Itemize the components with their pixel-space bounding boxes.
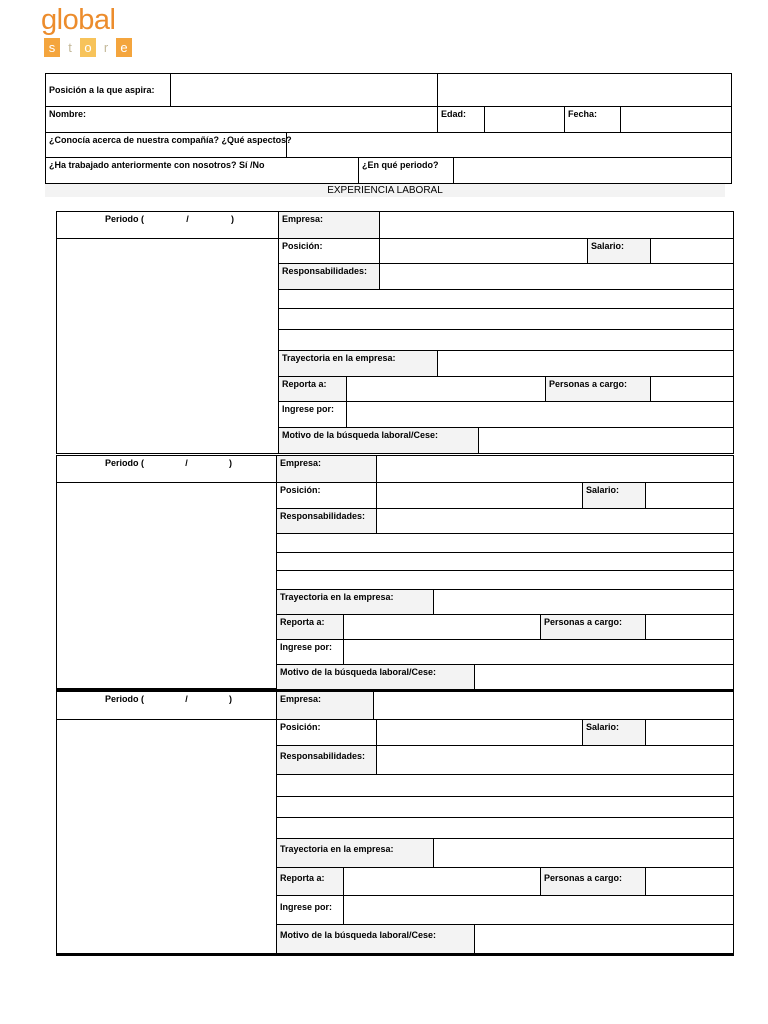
responsabilidades-input[interactable] [379,263,734,290]
logo-tiles [44,38,132,57]
reporta-label: Reporta a: [276,614,344,640]
period-question-input[interactable] [453,157,732,184]
posicion-input[interactable] [376,482,583,509]
period-question-label: ¿En qué periodo? [358,157,454,184]
personas-label: Personas a cargo: [545,376,651,402]
name-label: Nombre: [45,106,438,133]
motivo-input[interactable] [478,427,734,454]
age-label: Edad: [437,106,485,133]
responsabilidades-label: Responsabilidades: [278,263,380,290]
personas-input[interactable] [645,614,734,640]
logo-tile: o [80,38,96,57]
personas-input[interactable] [650,376,734,402]
periodo-cell[interactable] [56,211,279,239]
reporta-input[interactable] [346,376,546,402]
form-bottom-rule [56,953,734,956]
empresa-input[interactable] [379,211,734,239]
motivo-label: Motivo de la búsqueda laboral/Cese: [278,427,479,454]
personas-input[interactable] [645,867,734,896]
salario-label: Salario: [587,238,651,264]
responsabilidades-line[interactable] [276,552,734,571]
position-input[interactable] [170,73,438,107]
ingrese-label: Ingrese por: [276,895,344,925]
periodo-separator: / [186,214,189,224]
salario-label: Salario: [582,482,646,509]
ingrese-label: Ingrese por: [278,401,347,428]
trayectoria-input[interactable] [433,838,734,868]
posicion-input[interactable] [376,719,583,746]
responsabilidades-line[interactable] [278,289,734,309]
logo-tile: e [116,38,132,57]
salario-label: Salario: [582,719,646,746]
posicion-label: Posición: [278,238,380,264]
salario-input[interactable] [650,238,734,264]
ingrese-label: Ingrese por: [276,639,344,665]
reporta-label: Reporta a: [276,867,344,896]
motivo-label: Motivo de la búsqueda laboral/Cese: [276,664,475,690]
reporta-input[interactable] [343,614,541,640]
motivo-input[interactable] [474,924,734,954]
salario-input[interactable] [645,482,734,509]
empresa-label: Empresa: [276,455,377,483]
trayectoria-label: Trayectoria en la empresa: [276,589,434,615]
ingrese-input[interactable] [346,401,734,428]
personas-label: Personas a cargo: [540,614,646,640]
knew-company-input[interactable] [286,132,732,158]
posicion-label: Posición: [276,719,377,746]
date-label: Fecha: [564,106,621,133]
trayectoria-input[interactable] [437,350,734,377]
responsabilidades-line[interactable] [276,533,734,553]
trayectoria-label: Trayectoria en la empresa: [276,838,434,868]
empresa-input[interactable] [373,691,734,720]
responsabilidades-line[interactable] [276,774,734,797]
empresa-label: Empresa: [276,691,374,720]
empresa-input[interactable] [376,455,734,483]
ingrese-input[interactable] [343,895,734,925]
logo-tile: r [98,38,114,57]
periodo-label: Periodo ( [105,214,145,224]
experience-notes-area[interactable] [56,719,277,954]
age-input[interactable] [484,106,565,133]
position-input-extra[interactable] [437,73,732,107]
periodo-cell[interactable] [56,691,277,720]
responsabilidades-line[interactable] [278,329,734,351]
periodo-close: ) [229,458,232,468]
responsabilidades-label: Responsabilidades: [276,508,377,534]
personas-label: Personas a cargo: [540,867,646,896]
trayectoria-label: Trayectoria en la empresa: [278,350,438,377]
periodo-cell[interactable] [56,455,277,483]
reporta-input[interactable] [343,867,541,896]
motivo-label: Motivo de la búsqueda laboral/Cese: [276,924,475,954]
knew-company-label: ¿Conocía acerca de nuestra compañía? ¿Qué aspectos? [45,132,287,158]
empresa-label: Empresa: [278,211,380,239]
salario-input[interactable] [645,719,734,746]
responsabilidades-line[interactable] [278,308,734,330]
periodo-close: ) [231,214,234,224]
logo-tile: s [44,38,60,57]
date-input[interactable] [620,106,732,133]
periodo-label: Periodo ( [105,694,145,704]
responsabilidades-line[interactable] [276,817,734,839]
periodo-separator: / [185,694,188,704]
experience-notes-area[interactable] [56,482,277,689]
experience-notes-area[interactable] [56,238,279,454]
periodo-label: Periodo ( [105,458,145,468]
responsabilidades-input[interactable] [376,508,734,534]
responsabilidades-line[interactable] [276,796,734,818]
posicion-label: Posición: [276,482,377,509]
ingrese-input[interactable] [343,639,734,665]
responsabilidades-label: Responsabilidades: [276,745,377,775]
reporta-label: Reporta a: [278,376,347,402]
responsabilidades-input[interactable] [376,745,734,775]
responsabilidades-line[interactable] [276,570,734,590]
worked-before-label: ¿Ha trabajado anteriormente con nosotros? Sí /No [45,157,359,184]
posicion-input[interactable] [379,238,588,264]
periodo-close: ) [229,694,232,704]
periodo-separator: / [185,458,188,468]
section-title: EXPERIENCIA LABORAL [45,184,725,197]
logo-tile: t [62,38,78,57]
motivo-input[interactable] [474,664,734,690]
position-label: Posición a la que aspira: [45,73,171,107]
logo-wordmark: global [41,4,116,36]
trayectoria-input[interactable] [433,589,734,615]
